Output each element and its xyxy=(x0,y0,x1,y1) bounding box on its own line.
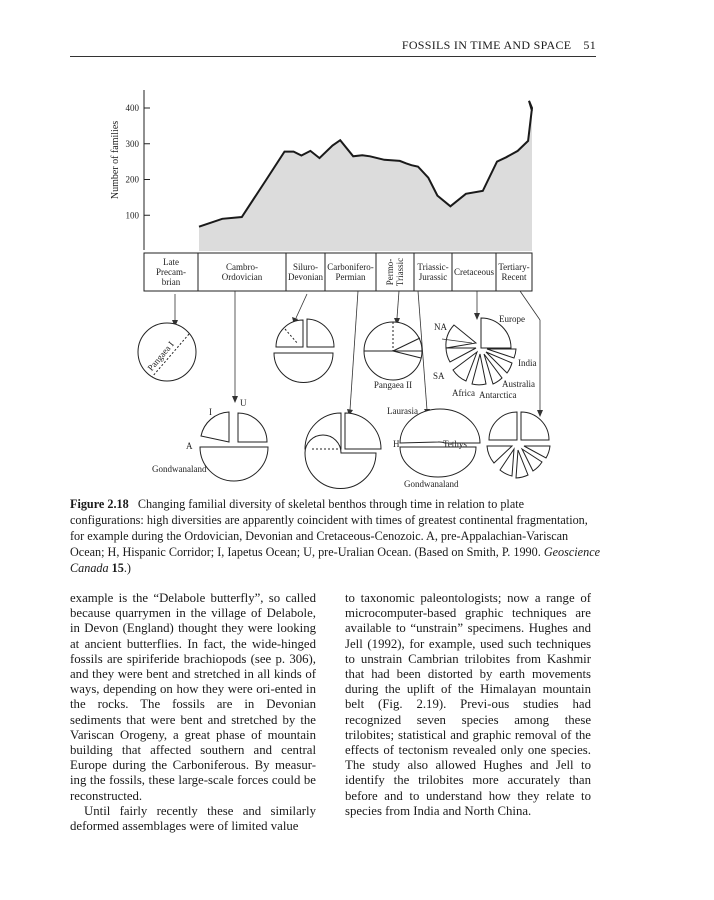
map-tertiary-lower xyxy=(487,412,550,478)
y-tick-label-400: 400 xyxy=(125,103,139,113)
period-label: Siluro-Devonian xyxy=(288,262,323,282)
label-gondwanaland-right: Gondwanaland xyxy=(404,479,459,489)
map-tertiary-recent xyxy=(446,318,516,385)
caption-text: Changing familial diversity of skeletal benthos through time in relation to plate configurations: high diversities are apparently coincident with times of greatest continental fragmentation, for example during the Ordovician, Devonian and Cretaceous-Cenozoic. A, pre-Appalachian-Variscan Ocean; H, Hispanic Corridor; I, Iapetus Ocean; U, pre-Uralian Ocean. (Based on Smith, P. 1990. xyxy=(70,497,588,559)
y-tick-label-300: 300 xyxy=(125,138,139,149)
right-paragraph-1: to taxonomic paleontologists; now a range of microcomputer-based graphic techniques are available to “unstrain” specimens. Hughes and Jell (1992), for example, used such techniques to unstrain Cambrian trilobites from Kashmir that had been distorted by earth movements during the uplift of the Himalayan mountain belt (Fig. 2.19). Previ-ous studies had recognized seven species among these trilobites; statistical and graphic removal of the effects of tectonism revealed only one species. The study also allowed Hughes and Jell to identify the trilobites more accurately than before and to understand how they relate to species from India and North China. xyxy=(345,591,591,818)
diversity-area xyxy=(199,101,532,251)
body-column-right xyxy=(345,591,591,819)
period-band xyxy=(144,253,532,291)
label-africa: Africa xyxy=(452,388,475,398)
label-i: I xyxy=(209,407,212,417)
caption-volume: 15 xyxy=(111,561,124,575)
figure-caption xyxy=(70,496,600,576)
connector-permo xyxy=(397,291,399,318)
left-paragraph-2: Until fairly recently these and similarly deformed assemblages were of limited value xyxy=(70,803,316,834)
period-label: Cambro-Ordovician xyxy=(221,262,263,282)
caption-label: Figure 2.18 xyxy=(70,497,129,511)
map-carbonifero-permian xyxy=(305,413,381,488)
label-gondwanaland-left: Gondwanaland xyxy=(152,464,207,474)
label-india: India xyxy=(518,358,537,368)
y-axis-label: Number of families xyxy=(110,120,121,200)
label-laurasia: Laurasia xyxy=(387,406,418,416)
connector-siluro xyxy=(296,294,307,318)
label-pangaea-1: Pangaea I xyxy=(145,339,176,373)
period-label: Tertiary-Recent xyxy=(498,262,530,282)
running-head-title: FOSSILS IN TIME AND SPACE xyxy=(401,38,572,52)
arrow-2 xyxy=(232,396,238,403)
page-number: 51 xyxy=(583,38,596,52)
label-pangaea-2: Pangaea II xyxy=(373,380,413,390)
label-u: U xyxy=(240,398,247,408)
period-label: Carbonifero-Permian xyxy=(327,262,374,282)
period-label: Late Precam-brian xyxy=(156,257,186,287)
arrow-7 xyxy=(474,313,480,320)
arrow-8 xyxy=(537,410,543,417)
map-siluro-devonian xyxy=(274,319,334,383)
period-label: Cretaceous xyxy=(454,267,494,277)
label-sa: SA xyxy=(433,371,445,381)
map-pangaea-2 xyxy=(364,322,422,380)
y-tick-label-100: 100 xyxy=(125,210,139,221)
connector-carbonifero xyxy=(350,291,358,410)
label-europe: Europe xyxy=(499,314,525,324)
label-a: A xyxy=(186,441,193,451)
period-label: Permo-Triassic xyxy=(385,257,405,287)
label-antarctica: Antarctica xyxy=(479,390,517,400)
label-tethys: Tethys xyxy=(443,439,467,449)
y-ticks xyxy=(126,103,151,220)
label-h: H xyxy=(393,439,400,449)
left-paragraph-1: example is the “Delabole butterfly”, so called because quarrymen in the village of Delabole, in Devon (England) thought they were looking at ancient butterflies. In fact, the wide-hinged fossils are spiriferide brachiopods (see p. 306), and they were bent and stretched in all kinds of ways, depending on how they were ori-ented in the rocks. The fossils are in Devonian sediments that were bent and stretched by the Variscan Orogeny, a great phase of mountain building that affected southern and central Europe during the Carboniferous. By measur-ing the fossils, these large-scale forces could be reconstructed. xyxy=(70,591,316,803)
map-cambro-ordovician xyxy=(200,412,268,481)
label-na: NA xyxy=(434,322,447,332)
map-triassic-jurassic xyxy=(400,409,480,477)
body-column-left xyxy=(70,591,316,834)
caption-journal: Geoscience Canada xyxy=(70,545,601,575)
y-tick-label-200: 200 xyxy=(125,174,139,185)
label-australia: Australia xyxy=(502,379,535,389)
caption-end: .) xyxy=(123,561,131,575)
period-label: Triassic-Jurassic xyxy=(417,262,449,282)
